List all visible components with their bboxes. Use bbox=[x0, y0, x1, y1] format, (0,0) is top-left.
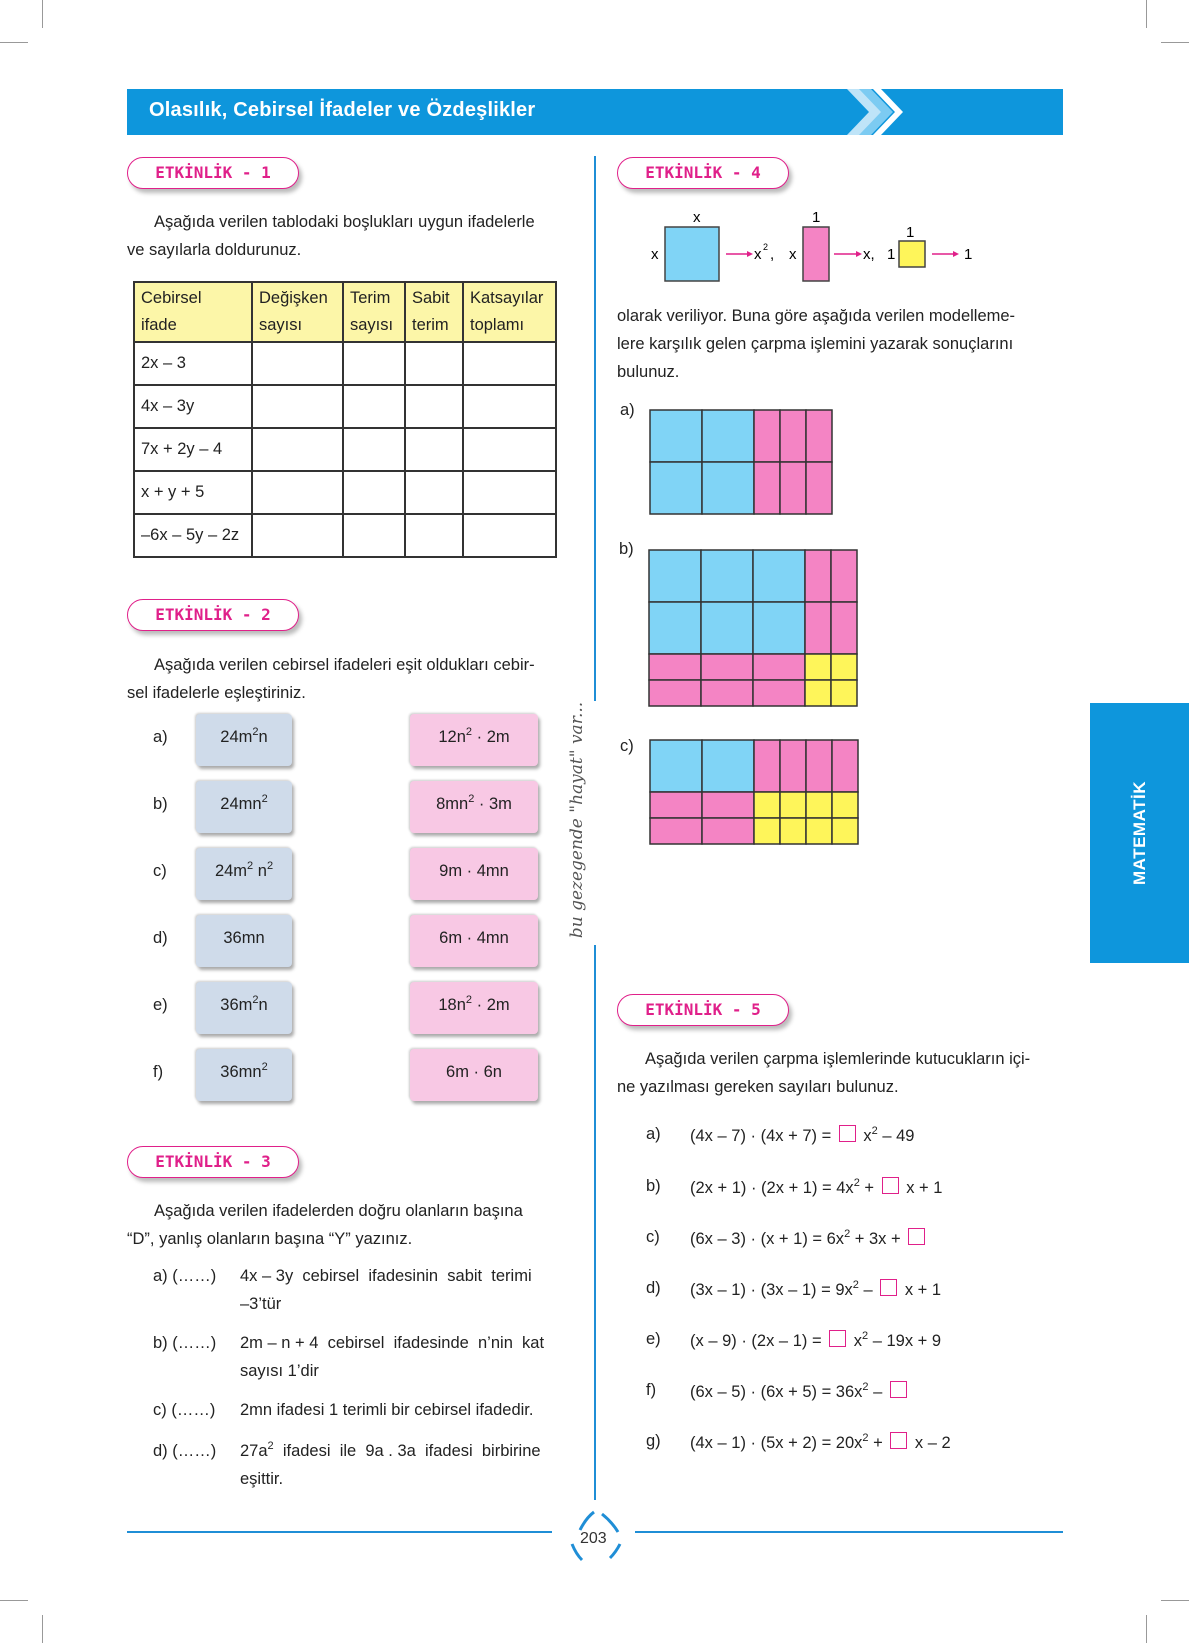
x-tile bbox=[806, 462, 832, 514]
x-squared-tile bbox=[702, 462, 754, 514]
x-tile bbox=[754, 410, 780, 462]
answer-box[interactable] bbox=[880, 1279, 897, 1296]
answer-box[interactable] bbox=[839, 1125, 856, 1142]
unit-tile bbox=[831, 680, 857, 706]
activity-4-intro-line3: bulunuz. bbox=[617, 363, 680, 381]
match-item-label: a) bbox=[153, 728, 168, 746]
yellow-tile-top-label: 1 bbox=[906, 224, 915, 241]
table-header-cell: Değişken sayısı bbox=[252, 282, 343, 342]
activity-3-intro-line1: Aşağıda verilen ifadelerden doğru olanların başına bbox=[154, 1202, 523, 1220]
answer-box[interactable] bbox=[890, 1381, 907, 1398]
model-c-label: c) bbox=[620, 737, 634, 755]
x-tile bbox=[805, 550, 831, 602]
blue-tile-top-label: x bbox=[693, 209, 701, 226]
x-tile bbox=[831, 602, 857, 654]
x-tile bbox=[702, 792, 754, 818]
expression-cell: x + y + 5 bbox=[134, 471, 252, 514]
activity-1-intro-line2: ve sayılarla doldurunuz. bbox=[127, 241, 302, 259]
right-expression-card[interactable]: $8mn^2 \cdot 3m$ bbox=[410, 781, 538, 833]
blue-tile-result-sup: 2 bbox=[763, 242, 769, 252]
model-b-label: b) bbox=[619, 540, 634, 558]
x-squared-tile bbox=[701, 550, 753, 602]
right-expression-card[interactable]: 6m · 4mn bbox=[410, 915, 538, 967]
statement-d-text2: eşittir. bbox=[240, 1470, 284, 1488]
x-squared-tile bbox=[753, 602, 805, 654]
right-expression-card[interactable]: 9m · 4mn bbox=[410, 848, 538, 900]
activity-2-intro-line2: sel ifadelerle eşleştiriniz. bbox=[127, 684, 306, 702]
left-expression-card[interactable]: 36mn bbox=[196, 915, 292, 967]
x-squared-tile bbox=[702, 410, 754, 462]
equation-label: a) bbox=[646, 1125, 661, 1143]
activity-4-intro-line2: lere karşılık gelen çarpma işlemini yazarak sonuçlarını bbox=[617, 335, 1014, 353]
equation-label: d) bbox=[646, 1279, 661, 1297]
x-squared-tile bbox=[650, 462, 702, 514]
x-tile bbox=[806, 410, 832, 462]
x-tile bbox=[702, 818, 754, 844]
x-tile bbox=[753, 654, 805, 680]
chapter-title: Olasılık, Cebirsel İfadeler ve Özdeşlikler bbox=[149, 99, 536, 121]
table-header-cell: Katsayılar toplamı bbox=[463, 282, 556, 342]
statement-b-text2: sayısı 1’dir bbox=[240, 1362, 319, 1380]
pink-tile-result: x, bbox=[863, 246, 875, 263]
x-squared-tile bbox=[701, 602, 753, 654]
equation-label: e) bbox=[646, 1330, 661, 1348]
crop-mark bbox=[1161, 1600, 1189, 1601]
unit-tile bbox=[806, 792, 832, 818]
expression-cell: 4x – 3y bbox=[134, 385, 252, 428]
answer-box[interactable] bbox=[890, 1432, 907, 1449]
activity-3-intro-line2: “D”, yanlış olanların başına “Y” yazınız. bbox=[127, 1230, 413, 1248]
statement-c-text: 2mn ifadesi 1 terimli bir cebirsel ifadedir. bbox=[240, 1401, 534, 1419]
activity-4-badge: ETKİNLİK - 4 bbox=[617, 157, 789, 189]
right-expression-card[interactable]: $18n^2 \cdot 2m$ bbox=[410, 982, 538, 1034]
x-squared-tile bbox=[649, 602, 701, 654]
x-tile bbox=[650, 818, 702, 844]
equation: $(3x - 1) \cdot (3x - 1) = 9x^2 - x + 1$ bbox=[690, 1279, 942, 1299]
statement-d-text: $27a^2$ ifadesi ile 9a . 3a ifadesi birbirine bbox=[240, 1440, 541, 1460]
unit-tile bbox=[780, 792, 806, 818]
activity-2-intro-line1: Aşağıda verilen cebirsel ifadeleri eşit oldukları cebir- bbox=[154, 656, 535, 674]
equation: $(6x - 3) \cdot (x + 1) = 6x^2 + 3x$ + bbox=[690, 1228, 928, 1249]
equation-label: c) bbox=[646, 1228, 660, 1246]
statement-a-text2: –3’tür bbox=[240, 1295, 282, 1313]
x-tile bbox=[780, 462, 806, 514]
x-tile bbox=[780, 740, 806, 792]
equation-label: f) bbox=[646, 1381, 657, 1399]
x-squared-tile bbox=[649, 550, 701, 602]
match-item-label: e) bbox=[153, 996, 168, 1014]
footer-line-left bbox=[127, 1531, 552, 1533]
activity-5-intro-line1: Aşağıda verilen çarpma işlemlerinde kutucukların içi- bbox=[645, 1050, 1031, 1068]
crop-mark bbox=[1146, 1615, 1147, 1643]
x-tile bbox=[649, 680, 701, 706]
footer-line-right bbox=[635, 1531, 1063, 1533]
left-expression-card[interactable]: $24m^2n$ bbox=[196, 714, 292, 766]
table-header-cell: Terim sayısı bbox=[343, 282, 405, 342]
unit-tile bbox=[832, 792, 858, 818]
match-item-label: c) bbox=[153, 862, 167, 880]
equation: $(x - 9) \cdot (2x - 1) = x^2 - 19x + 9$ bbox=[690, 1330, 942, 1350]
equation: $(6x - 5) \cdot (6x + 5) = 36x^2$ – bbox=[690, 1381, 910, 1402]
crop-mark bbox=[42, 1615, 43, 1643]
column-divider bbox=[594, 945, 596, 1500]
answer-box[interactable] bbox=[908, 1228, 925, 1245]
left-expression-card[interactable]: $36m^2n$ bbox=[196, 982, 292, 1034]
x-squared-tile bbox=[702, 740, 754, 792]
unit-tile bbox=[805, 654, 831, 680]
yellow-tile-left-label: 1 bbox=[887, 246, 896, 263]
x-tile bbox=[832, 740, 858, 792]
equation: $(4x - 7) \cdot (4x + 7) = x^2 - 49$ bbox=[690, 1125, 915, 1145]
table-header-cell: Sabit terim bbox=[405, 282, 463, 342]
unit-tile bbox=[754, 792, 780, 818]
right-expression-card[interactable]: 6m · 6n bbox=[410, 1049, 538, 1101]
x-tile bbox=[701, 680, 753, 706]
left-expression-card[interactable]: $36mn^2$ bbox=[196, 1049, 292, 1101]
x-tile bbox=[753, 680, 805, 706]
yellow-tile-result: 1 bbox=[964, 246, 973, 263]
unit-tile bbox=[832, 818, 858, 844]
equation-label: g) bbox=[646, 1432, 661, 1450]
x-tile bbox=[649, 654, 701, 680]
statement-a-label[interactable]: a) (……) bbox=[153, 1267, 217, 1285]
expression-cell: –6x – 5y – 2z bbox=[134, 514, 252, 557]
x-tile bbox=[701, 654, 753, 680]
equation-label: b) bbox=[646, 1177, 661, 1195]
x-tile bbox=[806, 740, 832, 792]
statement-b-text: 2m – n + 4 cebirsel ifadesinde n’nin kat bbox=[240, 1334, 545, 1352]
blue-tile-result: x bbox=[754, 246, 762, 263]
match-item-label: f) bbox=[153, 1063, 164, 1081]
expression-cell: 7x + 2y – 4 bbox=[134, 428, 252, 471]
match-item-label: b) bbox=[153, 795, 168, 813]
statement-a-text: 4x – 3y cebirsel ifadesinin sabit terimi bbox=[240, 1267, 532, 1285]
pink-tile-left-label: x bbox=[789, 246, 797, 263]
unit-tile bbox=[831, 654, 857, 680]
activity-3-badge: ETKİNLİK - 3 bbox=[127, 1146, 299, 1178]
subject-label: MATEMATİK bbox=[1129, 781, 1149, 885]
page-number: 203 bbox=[580, 1530, 607, 1547]
x-tile bbox=[780, 410, 806, 462]
x-squared-tile bbox=[753, 550, 805, 602]
unit-tile bbox=[806, 818, 832, 844]
activity-5-badge: ETKİNLİK - 5 bbox=[617, 994, 789, 1026]
model-a-label: a) bbox=[620, 401, 635, 419]
activity-1-badge: ETKİNLİK - 1 bbox=[127, 157, 299, 189]
crop-mark bbox=[0, 1600, 28, 1601]
blue-tile-left-label: x bbox=[651, 246, 659, 263]
vertical-slogan: bu gezegende "hayat" var... bbox=[567, 701, 587, 939]
x-tile bbox=[805, 602, 831, 654]
activity-4-intro-line1: olarak veriliyor. Buna göre aşağıda verilen modelleme- bbox=[617, 307, 1016, 325]
activity-1-intro-line1: Aşağıda verilen tablodaki boşlukları uygun ifadelerle bbox=[154, 213, 535, 231]
x-tile bbox=[650, 792, 702, 818]
match-item-label: d) bbox=[153, 929, 168, 947]
blue-tile-sep: , bbox=[770, 246, 775, 263]
x-tile bbox=[754, 740, 780, 792]
table-header-cell: Cebirsel ifade bbox=[134, 282, 252, 342]
unit-tile bbox=[805, 680, 831, 706]
x-tile bbox=[754, 462, 780, 514]
equation: $(4x - 1) \cdot (5x + 2) = 20x^2 + x - 2$ bbox=[690, 1432, 951, 1452]
x-tile bbox=[831, 550, 857, 602]
activity-2-badge: ETKİNLİK - 2 bbox=[127, 599, 299, 631]
pink-tile-top-label: 1 bbox=[812, 209, 821, 226]
expression-cell: 2x – 3 bbox=[134, 342, 252, 385]
activity-5-intro-line2: ne yazılması gereken sayıları bulunuz. bbox=[617, 1078, 899, 1096]
x-squared-tile bbox=[650, 740, 702, 792]
statement-c-label[interactable]: c) (……) bbox=[153, 1401, 216, 1419]
answer-box[interactable] bbox=[882, 1177, 899, 1194]
right-expression-card[interactable]: $12n^2 \cdot 2m$ bbox=[410, 714, 538, 766]
equation: $(2x + 1) \cdot (2x + 1) = 4x^2 + x + 1$ bbox=[690, 1177, 943, 1197]
statement-d-label[interactable]: d) (……) bbox=[153, 1442, 217, 1460]
x-squared-tile bbox=[650, 410, 702, 462]
answer-box[interactable] bbox=[829, 1330, 846, 1347]
statement-b-label[interactable]: b) (……) bbox=[153, 1334, 217, 1352]
left-expression-card[interactable]: $24m^2$ $n^2$ bbox=[196, 848, 292, 900]
unit-tile bbox=[780, 818, 806, 844]
unit-tile bbox=[754, 818, 780, 844]
left-expression-card[interactable]: $24mn^2$ bbox=[196, 781, 292, 833]
